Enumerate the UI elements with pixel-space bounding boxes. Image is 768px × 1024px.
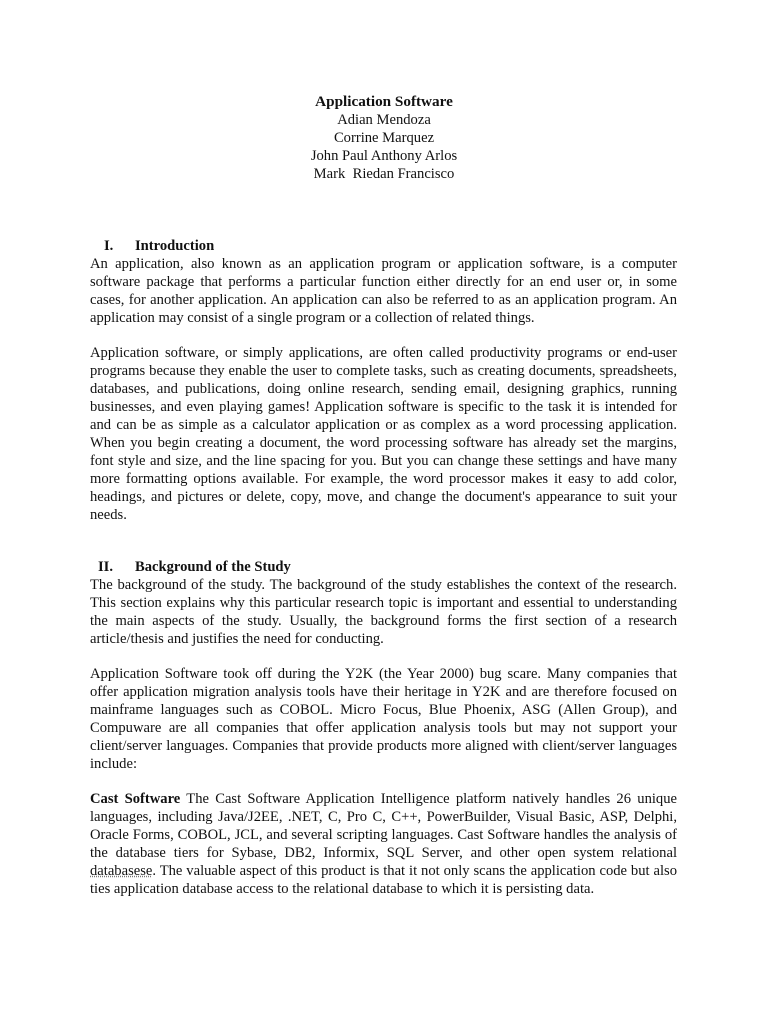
paragraph-segment: The Cast Software Application Intelligence platform natively handles 26 unique languages, including Java/J2EE, .NET, C, Pro C, C++, PowerBuilder, Visual Basic, ASP, Delphi, Oracle Forms, COBOL, JCL, and several scripting languages. Cast Software handles the analysis of the database tiers for Sybase, DB2, Informix, SQL Server, and other open system relational (90, 791, 677, 861)
paragraph-text: Application software, or simply applications, are often called productivity programs or end-user programs because they enable the user to complete tasks, such as creating documents, spreadsheets, databases, and publications, doing online research, sending email, designing graphics, running businesses, and even playing games! Application software is specific to the task it is intended for and can be as simple as a calculator application or as complex as a word processing application. When you begin creating a document, the word processing software has already set the margins, font style and size, and the line spacing for you. But you can change these settings and have many more formatting options available. For example, the word processor makes it easy to add color, headings, and pictures or delete, copy, move, and change the document's appearance to suit your needs. (90, 345, 677, 523)
section-number: I. (104, 238, 114, 254)
section-title: Background of the Study (135, 559, 291, 575)
author-name: Adian Mendoza (337, 112, 431, 128)
cast-software-paragraph (90, 790, 677, 898)
title-block (0, 93, 768, 183)
author-name: Corrine Marquez (333, 130, 435, 146)
introduction-paragraph (90, 255, 677, 327)
paragraph-segment: . The valuable aspect of this product is that it not only scans the application code but also ties application database access to the relational database to which it is persisting data. (90, 863, 677, 897)
paragraph-text (90, 790, 677, 898)
background-paragraph (90, 576, 677, 648)
spelling-flagged-word: databasese (90, 863, 153, 879)
document-title: Application Software (315, 93, 453, 110)
company-name: Cast Software (90, 791, 181, 807)
author-name: Mark Riedan Francisco (313, 166, 455, 182)
background-paragraph (90, 665, 677, 773)
section-heading-background (98, 558, 291, 576)
paragraph-text: An application, also known as an application program or application software, is a computer software package that performs a particular function either directly for an end user or, in some cases, for another application. An application can also be referred to as an application program. An application may consist of a single program or a collection of related things. (90, 256, 677, 326)
author-name: John Paul Anthony Arlos (310, 148, 458, 164)
paragraph-text: The background of the study. The background of the study establishes the context of the research. This section explains why this particular research topic is important and essential to understanding the main aspects of the study. Usually, the background forms the first section of a research article/thesis and justifies the need for conducting. (90, 577, 677, 647)
section-title: Introduction (135, 238, 215, 254)
paragraph-text: Application Software took off during the Y2K (the Year 2000) bug scare. Many companies that offer application migration analysis tools have their heritage in Y2K and are therefore focused on mainframe languages such as COBOL. Micro Focus, Blue Phoenix, ASG (Allen Group), and Compuware are all companies that offer application analysis tools but may not support your client/server languages. Companies that provide products more aligned with client/server languages include: (90, 666, 677, 772)
introduction-paragraph (90, 344, 677, 524)
section-number: II. (98, 559, 114, 575)
section-heading-introduction (104, 237, 214, 255)
